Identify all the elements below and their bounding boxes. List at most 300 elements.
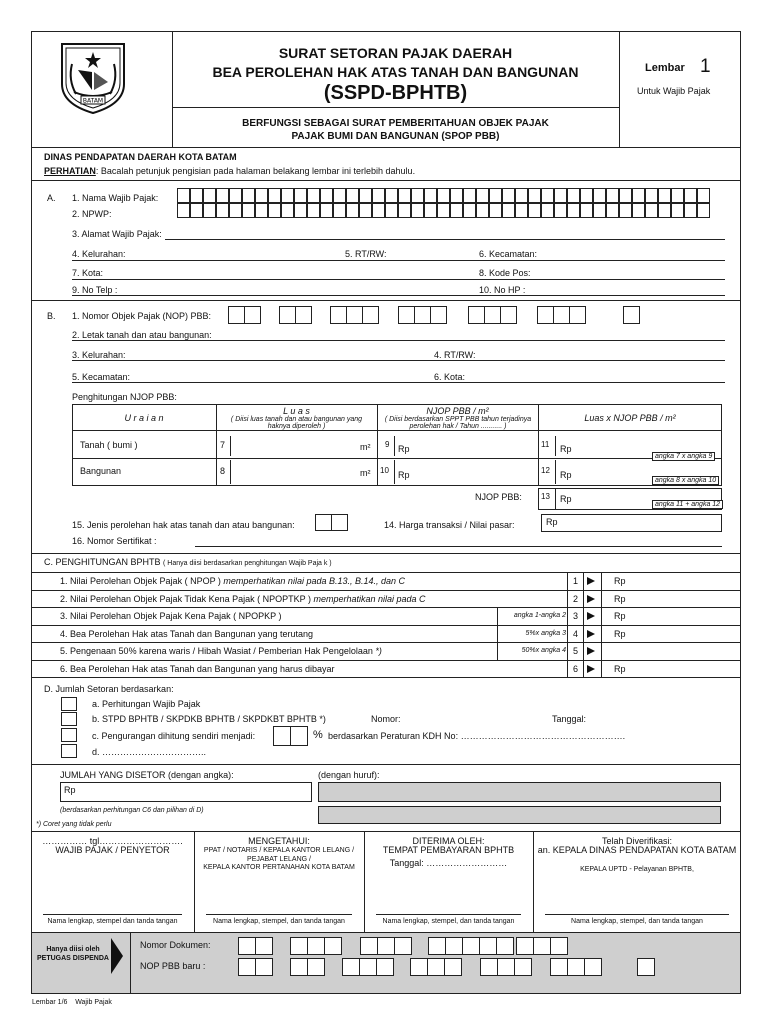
d-nomor-label: Nomor: — [371, 714, 401, 724]
c-row-number: 1 — [573, 576, 579, 586]
nop-char-box[interactable] — [537, 306, 554, 324]
d-persen-sign: % — [313, 729, 323, 741]
nama-char-box[interactable] — [333, 188, 346, 203]
d-d-checkbox[interactable] — [61, 744, 77, 758]
jumlah-note2: *) Coret yang tidak perlu — [36, 821, 112, 828]
petugas-char-box[interactable] — [238, 958, 256, 976]
section-d-title: D. Jumlah Setoran berdasarkan: — [44, 684, 174, 694]
signature-heading: MENGETAHUI: — [248, 836, 310, 846]
signature-heading: …………… tgl………………………. — [42, 836, 183, 846]
section-a-top — [31, 180, 741, 181]
nop-char-box[interactable] — [414, 306, 431, 324]
npwp-char-box[interactable] — [476, 203, 489, 218]
harga-rp: Rp — [546, 517, 558, 527]
nama-char-box[interactable] — [398, 188, 411, 203]
kecamatan-label: 6. Kecamatan: — [479, 249, 538, 259]
sig-div-1 — [194, 831, 195, 932]
npwp-char-box[interactable] — [437, 203, 450, 218]
harga-transaksi-label: 14. Harga transaksi / Nilai pasar: — [384, 520, 515, 530]
njop-table-col2 — [377, 404, 378, 486]
b-kelurahan-field[interactable] — [72, 360, 725, 361]
d-a-checkbox[interactable] — [61, 697, 77, 711]
footer-lembar: Lembar 1/6 Wajib Pajak — [32, 999, 112, 1006]
section-c-top — [31, 553, 741, 554]
d-persen-box-2[interactable] — [290, 726, 308, 746]
nama-char-box[interactable] — [268, 188, 281, 203]
nop-char-box[interactable] — [346, 306, 363, 324]
d-persen-box-1[interactable] — [273, 726, 291, 746]
nama-char-box[interactable] — [203, 188, 216, 203]
nama-char-box[interactable] — [567, 188, 580, 203]
c-row-rp: Rp — [614, 611, 626, 621]
petugas-arrow-icon — [110, 938, 124, 974]
npwp-char-box[interactable] — [671, 203, 684, 218]
nop-char-box[interactable] — [468, 306, 485, 324]
jenis-box-1[interactable] — [315, 514, 332, 531]
njop-total-label: NJOP PBB: — [475, 492, 522, 502]
b-rtrw-label: 4. RT/RW: — [434, 350, 476, 360]
nama-char-box[interactable] — [307, 188, 320, 203]
nama-char-box[interactable] — [671, 188, 684, 203]
col-total: Luas x NJOP PBB / m² — [584, 413, 676, 423]
petugas-char-box[interactable] — [584, 958, 602, 976]
petugas-char-box[interactable] — [496, 937, 514, 955]
npwp-char-box[interactable] — [320, 203, 333, 218]
num-10: 10 — [380, 466, 389, 475]
nop-char-box[interactable] — [362, 306, 379, 324]
petugas-char-box[interactable] — [394, 937, 412, 955]
petugas-char-box[interactable] — [360, 937, 378, 955]
njop-total-rp: Rp — [560, 494, 572, 504]
nama-char-box[interactable] — [177, 188, 190, 203]
header-bottom — [31, 147, 741, 148]
petugas-label-2: PETUGAS DISPENDA — [37, 955, 109, 962]
c-row-line — [31, 590, 741, 591]
nama-char-box[interactable] — [528, 188, 541, 203]
num-8: 8 — [220, 466, 226, 476]
c-row-hint: 5%x angka 3 — [525, 629, 566, 637]
nop-char-box[interactable] — [244, 306, 261, 324]
npwp-char-box[interactable] — [632, 203, 645, 218]
petugas-char-box[interactable] — [444, 958, 462, 976]
njop-table-row-line — [72, 458, 722, 459]
npwp-char-box[interactable] — [346, 203, 359, 218]
d-c-label: c. Pengurangan dihitung sendiri menjadi: — [92, 731, 256, 741]
hp-label: 10. No HP : — [479, 285, 526, 295]
nama-char-box[interactable] — [489, 188, 502, 203]
nama-char-box[interactable] — [320, 188, 333, 203]
petugas-char-box[interactable] — [514, 958, 532, 976]
col-njop: NJOP PBB / m² — [426, 406, 489, 416]
c-col-divider-2 — [583, 572, 584, 677]
b-kecamatan-label: 5. Kecamatan: — [72, 372, 131, 382]
nama-char-box[interactable] — [632, 188, 645, 203]
npwp-char-box[interactable] — [515, 203, 528, 218]
c-row-rp: Rp — [614, 628, 626, 639]
d-d-label: d. …………………………….. — [92, 747, 207, 757]
b-kecamatan-field[interactable] — [72, 382, 725, 383]
angka-bangunan-hint: angka 8 x angka 10 — [652, 476, 719, 485]
c-row-line — [31, 660, 741, 661]
d-c-tail: berdasarkan Peraturan KDH No: ………………………………………………. — [328, 731, 626, 741]
npwp-char-box[interactable] — [580, 203, 593, 218]
npwp-char-box[interactable] — [372, 203, 385, 218]
sertifikat-field[interactable] — [195, 546, 722, 547]
c-row-number: 3 — [573, 611, 579, 621]
petugas-char-box[interactable] — [497, 958, 515, 976]
npwp-char-box[interactable] — [424, 203, 437, 218]
c-row-hint: 50%x angka 4 — [521, 647, 566, 654]
c-arrow-icon — [587, 647, 595, 655]
npwp-char-box[interactable] — [398, 203, 411, 218]
d-b-checkbox[interactable] — [61, 712, 77, 726]
njop-table-col1 — [216, 404, 217, 486]
c-row-label: 6. Bea Perolehan Hak atas Tanah dan Bangunan yang harus dibayar — [60, 663, 335, 674]
jumlah-note1: (berdasarkan perhitungan C6 dan pilihan di D) — [60, 807, 204, 814]
petugas-char-box[interactable] — [480, 958, 498, 976]
petugas-char-box[interactable] — [516, 937, 534, 955]
c-row-rp: Rp — [614, 663, 626, 674]
batam-crest-logo — [58, 40, 128, 116]
nama-char-box[interactable] — [346, 188, 359, 203]
col-luas-note: ( Diisi luas tanah dan atau bangunan yang haknya diperoleh ) — [230, 416, 363, 430]
nop-char-box[interactable] — [398, 306, 415, 324]
nama-char-box[interactable] — [216, 188, 229, 203]
npwp-char-box[interactable] — [411, 203, 424, 218]
c-row-line — [31, 625, 741, 626]
section-b-top — [31, 300, 741, 301]
njop-table-header-line — [72, 430, 722, 431]
total-bangunan-rp: Rp — [560, 470, 572, 480]
num-11: 11 — [541, 440, 550, 449]
njop-tanah-rp: Rp — [398, 444, 410, 454]
alamat-field[interactable] — [165, 239, 725, 240]
petugas-char-box[interactable] — [550, 937, 568, 955]
npwp-char-box[interactable] — [684, 203, 697, 218]
nop-char-box[interactable] — [279, 306, 296, 324]
c-hint-divider — [497, 625, 498, 643]
nop-char-box[interactable] — [484, 306, 501, 324]
c-row-top — [31, 572, 741, 573]
header-divider-right — [619, 31, 620, 147]
nama-char-box[interactable] — [385, 188, 398, 203]
c-arrow-icon — [587, 665, 595, 673]
signature-role-detail: Tanggal: ……………………… — [389, 858, 508, 868]
npwp-char-box[interactable] — [528, 203, 541, 218]
c-row-label: 3. Nilai Perolehan Objek Pajak Kena Pajak ( NPOPKP ) — [60, 611, 282, 621]
harga-transaksi-field[interactable] — [541, 514, 722, 532]
npwp-char-box[interactable] — [203, 203, 216, 218]
c-row-label: 4. Bea Perolehan Hak atas Tanah dan Bangunan yang terutang — [60, 628, 314, 639]
nop-label: 1. Nomor Objek Pajak (NOP) PBB: — [72, 311, 212, 321]
npwp-char-box[interactable] — [450, 203, 463, 218]
nama-char-box[interactable] — [593, 188, 606, 203]
jenis-box-2[interactable] — [331, 514, 348, 531]
npwp-char-box[interactable] — [307, 203, 320, 218]
nama-char-box[interactable] — [450, 188, 463, 203]
nop-char-box[interactable] — [500, 306, 517, 324]
nop-char-box[interactable] — [330, 306, 347, 324]
num-7: 7 — [220, 440, 226, 450]
letak-label: 2. Letak tanah dan atau bangunan: — [72, 330, 212, 340]
npwp-char-box[interactable] — [229, 203, 242, 218]
row-bangunan-label: Bangunan — [80, 466, 122, 476]
nama-char-box[interactable] — [463, 188, 476, 203]
petugas-char-box[interactable] — [550, 958, 568, 976]
npwp-char-box[interactable] — [216, 203, 229, 218]
npwp-char-box[interactable] — [697, 203, 710, 218]
npwp-char-box[interactable] — [359, 203, 372, 218]
signature-footnote: Nama lengkap, stempel, dan tanda tangan — [213, 918, 345, 925]
c-row-number: 2 — [573, 593, 579, 604]
num-sep-7 — [555, 488, 556, 510]
petugas-char-box[interactable] — [462, 937, 480, 955]
num-9: 9 — [385, 440, 390, 449]
nama-char-box[interactable] — [697, 188, 710, 203]
petugas-char-box[interactable] — [479, 937, 497, 955]
perhatian-note: PERHATIAN: Bacalah petunjuk pengisian pada halaman belakang lembar ini terlebih dahulu. — [44, 166, 416, 176]
c-row-line — [31, 642, 741, 643]
d-b-label: b. STPD BPHTB / SKPDKB BPHTB / SKPDKBT BPHTB *) — [92, 714, 326, 724]
npwp-char-box[interactable] — [567, 203, 580, 218]
row-tanah-label: Tanah ( bumi ) — [80, 440, 138, 450]
signature-line[interactable] — [206, 914, 352, 915]
nama-char-box[interactable] — [255, 188, 268, 203]
num-sep-3 — [394, 436, 395, 456]
npwp-char-box[interactable] — [268, 203, 281, 218]
kelurahan-label: 4. Kelurahan: — [72, 249, 126, 259]
nama-char-box[interactable] — [541, 188, 554, 203]
nama-char-box[interactable] — [281, 188, 294, 203]
npwp-char-box[interactable] — [242, 203, 255, 218]
signature-heading: DITERIMA OLEH: — [412, 836, 485, 846]
petugas-char-box[interactable] — [290, 958, 308, 976]
b-kota-label: 6. Kota: — [434, 372, 466, 382]
luas-bangunan-unit: m² — [360, 468, 371, 478]
petugas-label-1: Hanya diisi oleh — [46, 946, 100, 953]
c-col-divider-3 — [601, 572, 602, 677]
npwp-char-box[interactable] — [294, 203, 307, 218]
signature-role: PPAT / NOTARIS / KEPALA KANTOR LELANG / PEJABAT LELANG / — [203, 847, 355, 863]
nama-wajib-pajak-label: 1. Nama Wajib Pajak: — [72, 193, 159, 203]
c-row-number: 6 — [573, 663, 579, 674]
nama-char-box[interactable] — [229, 188, 242, 203]
nama-char-box[interactable] — [294, 188, 307, 203]
nama-char-box[interactable] — [580, 188, 593, 203]
petugas-char-box[interactable] — [307, 937, 325, 955]
c-arrow-icon — [587, 595, 595, 603]
nama-char-box[interactable] — [554, 188, 567, 203]
nop-char-box[interactable] — [569, 306, 586, 324]
npwp-char-box[interactable] — [658, 203, 671, 218]
npwp-char-box[interactable] — [385, 203, 398, 218]
nama-char-box[interactable] — [645, 188, 658, 203]
signature-line[interactable] — [43, 914, 182, 915]
nama-char-box[interactable] — [515, 188, 528, 203]
signature-heading: Telah Diverifikasi: — [601, 836, 673, 846]
jumlah-huruf-field-2[interactable] — [318, 806, 721, 824]
npwp-label: 2. NPWP: — [72, 209, 112, 219]
form-subtitle-line1: BERFUNGSI SEBAGAI SURAT PEMBERITAHUAN OBJEK PAJAK — [242, 118, 549, 129]
npwp-char-box[interactable] — [489, 203, 502, 218]
petugas-char-box[interactable] — [377, 937, 395, 955]
c-hint-divider — [497, 607, 498, 625]
petugas-char-box[interactable] — [445, 937, 463, 955]
nama-char-box[interactable] — [658, 188, 671, 203]
jumlah-huruf-field[interactable] — [318, 782, 721, 802]
sig-div-3 — [533, 831, 534, 932]
signature-role-detail: KEPALA UPTD - Pelayanan BPHTB, — [580, 866, 694, 873]
d-c-checkbox[interactable] — [61, 728, 77, 742]
npwp-char-box[interactable] — [177, 203, 190, 218]
signature-line[interactable] — [545, 914, 729, 915]
col-luas: L u a s — [283, 406, 310, 416]
npwp-char-box[interactable] — [606, 203, 619, 218]
nama-char-box[interactable] — [619, 188, 632, 203]
petugas-char-box[interactable] — [290, 937, 308, 955]
petugas-divider — [130, 932, 131, 994]
petugas-char-box[interactable] — [324, 937, 342, 955]
section-b-letter: B. — [47, 311, 56, 321]
signature-footnote: Nama lengkap, stempel, dan tanda tangan — [571, 918, 703, 925]
jumlah-huruf-label: (dengan huruf): — [318, 770, 380, 780]
jumlah-top — [31, 764, 741, 765]
nama-char-box[interactable] — [606, 188, 619, 203]
npwp-char-box[interactable] — [502, 203, 515, 218]
petugas-char-box[interactable] — [567, 958, 585, 976]
kelurahan-field[interactable] — [72, 260, 725, 261]
num-sep-1 — [230, 436, 231, 456]
nama-char-box[interactable] — [190, 188, 203, 203]
num-sep-5 — [555, 436, 556, 456]
lembar-number: 1 — [700, 56, 711, 77]
c-row-hint: angka 1-angka 2 — [513, 612, 566, 619]
npwp-char-box[interactable] — [281, 203, 294, 218]
kota-field[interactable] — [72, 279, 725, 280]
signature-line[interactable] — [376, 914, 521, 915]
num-12: 12 — [541, 466, 550, 475]
num-sep-4 — [394, 460, 395, 484]
kota-label: 7. Kota: — [72, 268, 104, 278]
telp-field[interactable] — [72, 295, 725, 296]
c-row-rp: Rp — [614, 593, 626, 604]
angka-njop-hint: angka 11 + angka 12 — [652, 500, 723, 509]
c-arrow-icon — [587, 612, 595, 620]
npwp-char-box[interactable] — [463, 203, 476, 218]
angka-tanah-hint: angka 7 x angka 9 — [652, 452, 715, 461]
col-uraian: U r a i a n — [124, 413, 164, 423]
jumlah-angka-field[interactable] — [60, 782, 312, 802]
section-a-letter: A. — [47, 193, 56, 203]
nama-char-box[interactable] — [424, 188, 437, 203]
petugas-char-box[interactable] — [238, 937, 256, 955]
c-col-divider-1 — [567, 572, 568, 677]
petugas-char-box[interactable] — [255, 937, 273, 955]
d-a-label: a. Perhitungan Wajib Pajak — [92, 699, 201, 709]
c-row-line — [31, 607, 741, 608]
npwp-char-box[interactable] — [190, 203, 203, 218]
nop-char-box[interactable] — [295, 306, 312, 324]
c-arrow-icon — [587, 630, 595, 638]
nama-char-box[interactable] — [242, 188, 255, 203]
petugas-char-box[interactable] — [376, 958, 394, 976]
nop-char-box[interactable] — [228, 306, 245, 324]
nop-char-box[interactable] — [623, 306, 640, 324]
nama-char-box[interactable] — [502, 188, 515, 203]
npwp-char-box[interactable] — [333, 203, 346, 218]
petugas-char-box[interactable] — [428, 937, 446, 955]
lembar-label: Lembar — [645, 62, 685, 74]
petugas-char-box[interactable] — [255, 958, 273, 976]
section-c-title: C. PENGHITUNGAN BPHTB ( Hanya diisi berdasarkan penghitungan Wajib Paja k ) — [44, 557, 332, 567]
telp-label: 9. No Telp : — [72, 285, 118, 295]
form-title-line2: BEA PEROLEHAN HAK ATAS TANAH DAN BANGUNAN — [212, 64, 579, 80]
petugas-char-box[interactable] — [342, 958, 360, 976]
nomor-dokumen-label: Nomor Dokumen: — [140, 940, 211, 950]
c-row-label: 2. Nilai Perolehan Objek Pajak Tidak Kena Pajak ( NPOPTKP ) memperhatikan nilai pada C — [60, 593, 426, 604]
signature-role-detail: KEPALA KANTOR PERTANAHAN KOTA BATAM — [203, 864, 355, 871]
c-row-number: 5 — [573, 646, 579, 656]
num-sep-2 — [230, 460, 231, 484]
dinas-name: DINAS PENDAPATAN DAERAH KOTA BATAM — [44, 152, 237, 162]
petugas-char-box[interactable] — [307, 958, 325, 976]
form-subtitle-line2: PAJAK BUMI DAN BANGUNAN (SPOP PBB) — [291, 131, 500, 142]
c-arrow-icon — [587, 577, 595, 585]
form-title-line3: (SSPD-BPHTB) — [323, 82, 468, 104]
signature-footnote: Nama lengkap, stempel dan tanda tangan — [47, 918, 178, 925]
npwp-char-box[interactable] — [541, 203, 554, 218]
rtrw-label: 5. RT/RW: — [345, 249, 387, 259]
alamat-label: 3. Alamat Wajib Pajak: — [72, 229, 162, 239]
jenis-perolehan-label: 15. Jenis perolehan hak atas tanah dan atau bangunan: — [72, 520, 295, 530]
signature-footnote: Nama lengkap, stempel, dan tanda tangan — [382, 918, 515, 925]
nop-char-box[interactable] — [430, 306, 447, 324]
luas-tanah-unit: m² — [360, 442, 371, 452]
c-hint-divider — [497, 642, 498, 660]
nop-char-box[interactable] — [553, 306, 570, 324]
d-tanggal-label: Tanggal: — [552, 714, 587, 724]
petugas-char-box[interactable] — [359, 958, 377, 976]
total-tanah-rp: Rp — [560, 444, 572, 454]
npwp-char-box[interactable] — [619, 203, 632, 218]
col-njop-note: ( Diisi berdasarkan SPPT PBB tahun terjadinya perolehan hak / Tahun ........... ) — [384, 416, 532, 430]
logo-text: BATAM — [82, 97, 104, 105]
petugas-char-box[interactable] — [637, 958, 655, 976]
npwp-char-box[interactable] — [554, 203, 567, 218]
nama-char-box[interactable] — [359, 188, 372, 203]
signature-role: TEMPAT PEMBAYARAN BPHTB — [382, 845, 515, 855]
b-kelurahan-label: 3. Kelurahan: — [72, 350, 126, 360]
nama-char-box[interactable] — [476, 188, 489, 203]
nop-baru-label: NOP PBB baru : — [140, 961, 206, 971]
petugas-char-box[interactable] — [533, 937, 551, 955]
letak-field[interactable] — [72, 340, 725, 341]
nama-char-box[interactable] — [437, 188, 450, 203]
njop-bangunan-rp: Rp — [398, 470, 410, 480]
penghitungan-label: Penghitungan NJOP PBB: — [72, 392, 177, 402]
jumlah-rp: Rp — [64, 785, 76, 795]
npwp-char-box[interactable] — [255, 203, 268, 218]
nama-char-box[interactable] — [411, 188, 424, 203]
num-13: 13 — [541, 492, 550, 501]
sertifikat-label: 16. Nomor Sertifikat : — [72, 536, 157, 546]
nama-char-box[interactable] — [372, 188, 385, 203]
npwp-char-box[interactable] — [593, 203, 606, 218]
npwp-char-box[interactable] — [645, 203, 658, 218]
nama-char-box[interactable] — [684, 188, 697, 203]
petugas-char-box[interactable] — [410, 958, 428, 976]
petugas-char-box[interactable] — [427, 958, 445, 976]
